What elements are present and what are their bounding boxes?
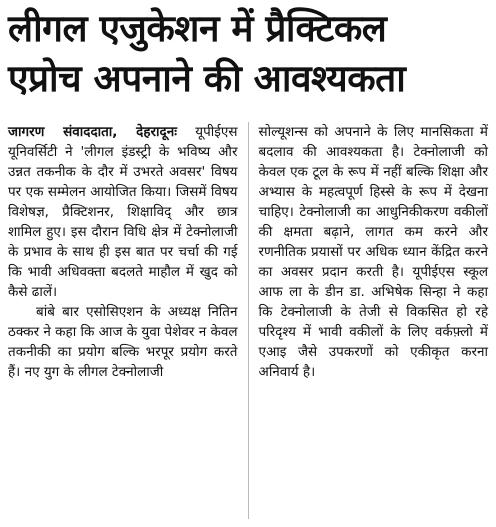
article-paragraph: बांबे बार एसोसिएशन के अध्यक्ष नितिन ठक्कर ने कहा कि आज के युवा पेशेवर न केवल तकनीकी का प्रयोग बल्कि भरपूर प्रयोग करते हैं। नए युग के लीगल टेक्नोलाजी: [8, 304, 238, 380]
article-column-2: [259, 122, 489, 519]
dateline: जागरण संवाददाता, देहरादूनः: [8, 124, 177, 140]
column-divider: [248, 122, 249, 519]
headline-line-2: एप्रोच अपनाने की आवश्यकता: [8, 57, 406, 100]
article-paragraph: सोल्यूशन्स को अपनाने के लिए मानसिकता में बदलाव की आवश्यकता है। टेक्नोलाजी को केवल एक टूल के रूप में नहीं बल्कि शिक्षा और अभ्यास के महत्वपूर्ण हिस्से के रूप में देखना चाहिए। टेक्नोलाजी का आधुनिकीकरण वकीलों की क्षमता बढ़ाने, लागत कम करने और रणनीतिक प्रयासों पर अधिक ध्यान केंद्रित करने का अवसर प्रदान करती है। यूपीईएस स्कूल आफ ला के डीन डा. अभिषेक सिन्हा ने कहा कि टेक्नोलाजी के तेजी से विकसित हो रहे परिदृश्य में भावी वकीलों के लिए वर्कफ़्लो में एआइ जैसे उपकरणों को एकीकृत करना अनिवार्य है।: [258, 124, 488, 380]
headline-line-1: लीगल एजुकेशन में प्रैक्टिकल: [8, 7, 387, 50]
article-body: [8, 122, 488, 519]
headline: [8, 4, 488, 104]
paragraph-text: यूपीईएस यूनिवर्सिटी ने 'लीगल इंडस्ट्री के भविष्य और उन्नत तकनीक के दौर में उभरते अवसर' विषय पर एक सम्मेलन आयोजित किया। जिसमें विषय विशेषज्ञ, प्रैक्टिशनर, शिक्षाविद् और छात्र शामिल हुए। इस दौरान विधि क्षेत्र में टेक्नोलाजी के प्रभाव के साथ ही इस बात पर चर्चा की गई कि भावी अधिवक्ता बदलते माहौल में खुद को कैसे ढालें।: [8, 124, 238, 300]
article-paragraph: [8, 122, 238, 302]
article-column-1: [8, 122, 238, 519]
